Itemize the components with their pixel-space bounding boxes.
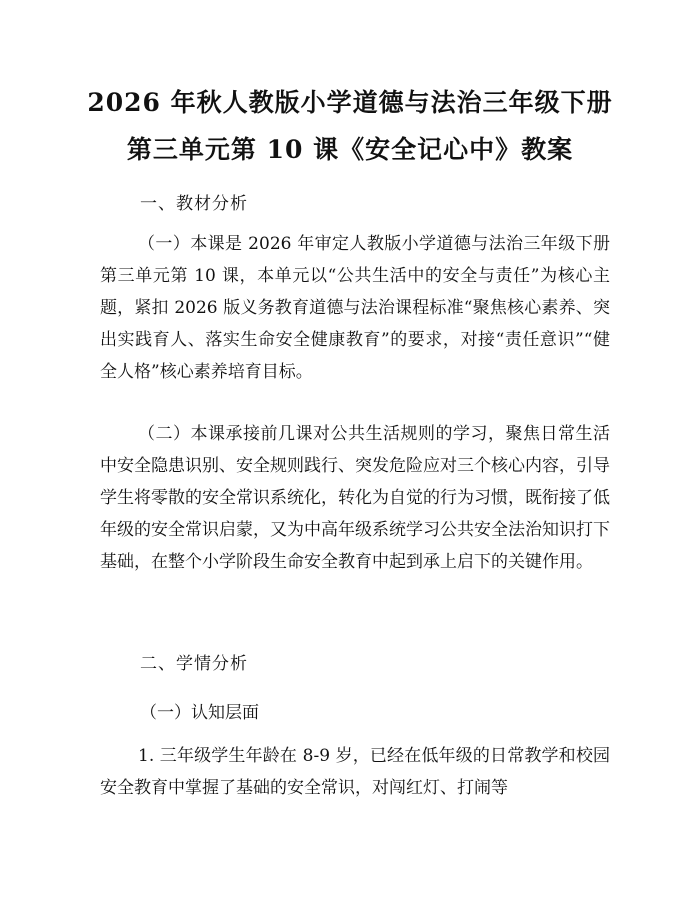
- section-heading-student-analysis: 二、学情分析: [140, 654, 248, 674]
- paragraph-cognitive-item-1: 1. 三年级学生年龄在 8-9 岁，已经在低年级的日常教学和校园安全教育中掌握了基础的安全常识，对闯红灯、打闹等: [100, 746, 610, 798]
- document-title-line-2: 第三单元第 10 课《安全记心中》教案: [126, 135, 574, 164]
- paragraph-textbook-analysis-2: （二）本课承接前几课对公共生活规则的学习，聚焦日常生活中安全隐患识别、安全规则践行、突发危险应对三个核心内容，引导学生将零散的安全常识系统化，转化为自觉的行为习惯，既衔接了低年级的安全常识启蒙，又为中高年级系统学习公共安全法治知识打下基础，在整个小学阶段生命安全教育中起到承上启下的关键作用。: [100, 424, 610, 572]
- subheading-cognitive-level: （一）认知层面: [140, 703, 259, 723]
- section-heading-textbook-analysis: 一、教材分析: [140, 194, 248, 214]
- paragraph-textbook-analysis-1: （一）本课是 2026 年审定人教版小学道德与法治三年级下册第三单元第 10 课，本单元以“公共生活中的安全与责任”为核心主题，紧扣 2026 版义务教育道德与法治课程标准“聚焦核心素养、突出实践育人、落实生命安全健康教育”的要求，对接“责任意识”“健全人格”核心素养培育目标。: [100, 234, 610, 382]
- document-title-line-1: 2026 年秋人教版小学道德与法治三年级下册: [87, 88, 613, 117]
